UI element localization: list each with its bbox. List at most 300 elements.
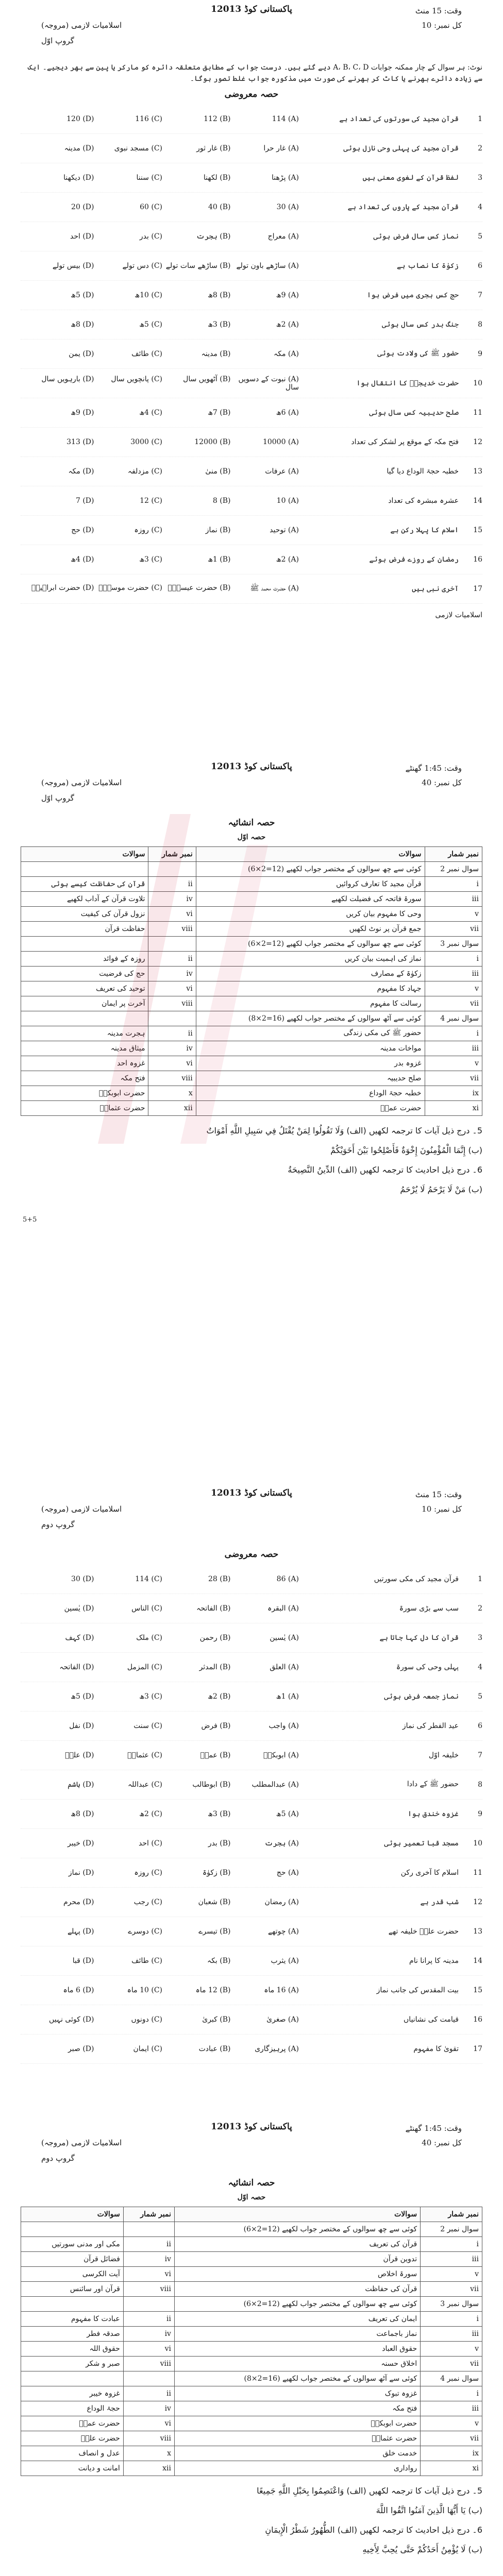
options xyxy=(21,1986,304,1994)
question-text: کوئی سے چھ سوالوں کے مختصر جواب لکھیے (12=2×6) xyxy=(174,2297,420,2312)
option[interactable]: (C) 12 xyxy=(140,497,162,505)
question-text: غزوہ بدر xyxy=(196,1056,425,1071)
option[interactable]: (B) ابوطالب xyxy=(192,1781,231,1789)
question-text: آیت الکرسی xyxy=(21,2267,124,2282)
options xyxy=(21,174,304,182)
option[interactable]: (C) سننا xyxy=(136,174,162,182)
option[interactable]: (C) ایمان xyxy=(133,2045,162,2053)
option[interactable]: (A) حضرت محمد ﷺ xyxy=(250,584,299,592)
option[interactable]: (A) 2ھ xyxy=(276,555,299,564)
option[interactable]: (B) رحمن xyxy=(199,1634,231,1642)
option[interactable]: (C) الناس xyxy=(131,1604,162,1613)
mcq-row xyxy=(21,457,482,486)
row-number: iv xyxy=(123,2327,174,2342)
option[interactable]: (B) 3ھ xyxy=(208,320,231,329)
page-subjective-1 xyxy=(0,757,503,1200)
time: وقت: 1:45 گھنٹے xyxy=(405,764,462,773)
question-text: حضرت عثمانؓ xyxy=(21,1101,148,1116)
option[interactable]: (B) بدر xyxy=(208,1839,231,1848)
long-question: (ب) لَا يُؤْمِنُ أَحَدُكُمْ حَتَّى يُحِبَّ لِأَخِيهِ xyxy=(362,2545,482,2554)
option[interactable]: (C) عبداللہ xyxy=(127,1781,162,1789)
option[interactable]: (B) 3ھ xyxy=(208,1810,231,1818)
mcq-row xyxy=(21,1800,482,1829)
mcq-row xyxy=(21,1565,482,1594)
row-number: iv xyxy=(148,892,196,907)
question-text: قرآن کی حفاظت کیسے ہوئی xyxy=(21,877,148,892)
option[interactable]: (A) 10000 xyxy=(262,438,299,446)
options xyxy=(21,1781,304,1789)
option[interactable]: (C) دس تولے xyxy=(122,262,162,270)
mcq-row xyxy=(21,1917,482,1946)
question-text: مکی اور مدنی سورتیں xyxy=(21,2237,124,2252)
question-text: حضرت خدیجہؓ کا انتقال ہوا xyxy=(356,379,459,387)
mcq-row xyxy=(21,1623,482,1653)
option[interactable]: (D) مدینہ xyxy=(64,144,94,152)
option[interactable]: (C) حضرت موسیٰؑ xyxy=(98,584,162,592)
question-text: سورۃ اخلاص xyxy=(174,2267,420,2282)
question-text: مسجد قبا تعمیر ہوئی xyxy=(384,1839,459,1848)
option[interactable]: (C) طائف xyxy=(131,350,162,358)
option[interactable]: (A) 114 xyxy=(272,115,299,123)
option[interactable]: (C) ملک xyxy=(136,1634,162,1642)
option[interactable]: (B) مدینہ xyxy=(201,350,231,358)
row-number: viii xyxy=(148,922,196,937)
question-number: 8 xyxy=(478,1781,482,1789)
option[interactable]: (C) دوسرے xyxy=(128,1927,162,1936)
option[interactable]: (D) صبر xyxy=(68,2045,94,2053)
mcq-row xyxy=(21,516,482,545)
option[interactable]: (B) فرض xyxy=(201,1722,231,1730)
option[interactable]: (B) ہجرت xyxy=(196,232,231,241)
question-text: نزول قرآن کی کیفیت xyxy=(21,907,148,922)
question-number: 10 xyxy=(473,1839,482,1848)
option[interactable]: (D) الفاتحہ xyxy=(59,1663,94,1671)
question-text: اسلام کا پہلا رکن ہے xyxy=(390,526,459,534)
option[interactable]: (A) 30 xyxy=(276,203,299,211)
option[interactable]: (B) 8 xyxy=(212,497,231,505)
option[interactable]: (A) 1ھ xyxy=(276,1692,299,1701)
table-row xyxy=(21,1071,482,1086)
question-number: 7 xyxy=(478,291,482,299)
mcq-row xyxy=(21,310,482,340)
question-number: 2 xyxy=(478,1604,482,1613)
option[interactable]: (B) الفاتحہ xyxy=(196,1604,231,1613)
option[interactable]: (D) مکہ xyxy=(68,467,94,476)
table-row xyxy=(21,2327,482,2342)
option[interactable]: (D) حضرت ابراہیمؑ xyxy=(31,584,94,592)
option[interactable]: (D) 8ھ xyxy=(71,320,94,329)
long-question: (ب) إِنَّمَا الْمُؤْمِنُونَ إِخْوَةٌ فَأَصْلِحُوا بَيْنَ أَخَوَيْكُمْ xyxy=(330,1145,482,1155)
option[interactable]: (A) 16 ماہ xyxy=(264,1986,299,1994)
row-number: vi xyxy=(148,1056,196,1071)
option[interactable]: (B) 28 xyxy=(208,1575,231,1583)
options xyxy=(21,320,304,329)
option[interactable]: (B) آٹھویں سال xyxy=(183,375,231,383)
question-text: جنگ بدر کس سال ہوئی xyxy=(381,320,459,329)
option[interactable]: (C) طائف xyxy=(131,1957,162,1965)
mcq-list xyxy=(21,105,482,604)
question-text: مدینہ کا پرانا نام xyxy=(409,1957,459,1965)
option[interactable]: (D) کہف xyxy=(65,1634,94,1642)
question-number: 16 xyxy=(473,2015,482,2024)
option[interactable]: (A) 6ھ xyxy=(276,409,299,417)
options xyxy=(21,232,304,241)
option[interactable]: (D) دیکھنا xyxy=(63,174,94,182)
option[interactable]: (A) پرہیزگاری xyxy=(255,2045,299,2053)
option[interactable]: (D) 8ھ xyxy=(71,1810,94,1818)
row-number xyxy=(123,2371,174,2386)
option[interactable]: (B) کبریٰ xyxy=(202,2015,231,2024)
mcq-row xyxy=(21,428,482,457)
table-row xyxy=(21,1101,482,1116)
question-number: 11 xyxy=(473,1869,482,1877)
option[interactable]: (C) بدر xyxy=(139,232,162,241)
short-questions-table xyxy=(21,2207,482,2476)
question-text: جہاد کا مفہوم xyxy=(196,981,425,996)
row-number: vi xyxy=(148,981,196,996)
option[interactable]: (B) نماز xyxy=(205,526,231,534)
col-num: نمبر شمار xyxy=(148,847,196,862)
option[interactable]: (B) المدثر xyxy=(199,1663,231,1671)
option[interactable]: (B) شعبان xyxy=(198,1898,231,1906)
long-question: 6۔ درج ذیل احادیث کا ترجمہ لکھیں (الف) الطُّهُورُ شَطْرُ الْإِيمَانِ xyxy=(265,2525,482,2535)
question-text: صدقہ فطر xyxy=(21,2327,124,2342)
row-number: vii xyxy=(425,996,482,1011)
row-number: vi xyxy=(123,2342,174,2357)
row-number: vii xyxy=(421,2357,482,2371)
question-number: 1 xyxy=(478,115,482,123)
row-number: vii xyxy=(425,1071,482,1086)
row-number: v xyxy=(421,2267,482,2282)
question-text: خدمت خلق xyxy=(174,2446,420,2461)
question-text: فتح مکہ xyxy=(174,2401,420,2416)
option[interactable]: (B) بکہ xyxy=(207,1957,231,1965)
option[interactable]: (C) 10 ماہ xyxy=(127,1986,162,1994)
question-text: تدوین قرآن xyxy=(174,2252,420,2267)
option[interactable]: (C) 4ھ xyxy=(139,409,162,417)
mcq-row xyxy=(21,251,482,281)
option[interactable]: (A) 9ھ xyxy=(276,291,299,299)
question-text: صلح حدیبیہ xyxy=(196,1071,425,1086)
option[interactable]: (C) مزدلفہ xyxy=(127,467,162,476)
row-number: سوال نمبر 2 xyxy=(425,862,482,877)
page-subjective-2 xyxy=(0,2117,503,2561)
row-number: x xyxy=(123,2446,174,2461)
question-number: 15 xyxy=(473,526,482,534)
option[interactable]: (C) 2ھ xyxy=(139,1810,162,1818)
option[interactable]: (C) 10ھ xyxy=(135,291,162,299)
option[interactable]: (C) 114 xyxy=(135,1575,162,1583)
option[interactable]: (D) یٰسین xyxy=(64,1604,94,1613)
paper-header xyxy=(21,2117,482,2174)
option[interactable]: (D) 120 xyxy=(66,115,94,123)
option[interactable]: (C) روزہ xyxy=(134,1869,162,1877)
option[interactable]: (D) نفل xyxy=(69,1722,94,1730)
row-number: v xyxy=(425,1056,482,1071)
option[interactable]: (C) المزمل xyxy=(127,1663,162,1671)
option[interactable]: (D) ہاشم xyxy=(68,1781,94,1789)
option[interactable]: (B) 12 ماہ xyxy=(195,1986,231,1994)
option[interactable]: (A) 86 xyxy=(276,1575,299,1583)
question-text: مواخات مدینہ xyxy=(196,1041,425,1056)
options xyxy=(21,438,304,446)
option[interactable]: (C) 60 xyxy=(140,203,162,211)
paper-code: پاکستانی کوڈ 12013 xyxy=(211,4,292,14)
row-number: سوال نمبر 3 xyxy=(425,937,482,952)
row-number: i xyxy=(421,2237,482,2252)
option[interactable]: (A) ہجرت xyxy=(264,1839,299,1848)
option[interactable]: (D) بارہویں سال xyxy=(41,375,94,383)
question-text: قرآن مجید کی سورتوں کی تعداد ہے xyxy=(339,115,459,123)
option[interactable]: (A) توحید xyxy=(270,526,299,534)
option[interactable]: (D) علیؓ xyxy=(65,1751,94,1759)
option[interactable]: (A) ابوبکرؓ xyxy=(263,1751,299,1759)
group: گروپ اوّل xyxy=(41,793,74,803)
table-row xyxy=(21,2446,482,2461)
table-row xyxy=(21,1026,482,1041)
option[interactable]: (D) پہلے xyxy=(67,1927,94,1936)
question-number: 13 xyxy=(473,1927,482,1936)
option[interactable]: (A) ساڑھے باون تولے xyxy=(236,262,299,270)
row-number: viii xyxy=(148,1071,196,1086)
mcq-row xyxy=(21,574,482,604)
option[interactable]: (B) 2ھ xyxy=(208,1692,231,1701)
option[interactable]: (B) 112 xyxy=(204,115,231,123)
question-text: امانت و دیانت xyxy=(21,2461,124,2476)
option[interactable]: (B) زکوٰۃ xyxy=(202,1869,231,1877)
option[interactable]: (D) 20 xyxy=(71,203,94,211)
option[interactable]: (C) سنت xyxy=(133,1722,162,1730)
table-row xyxy=(21,922,482,937)
option[interactable]: (B) 1ھ xyxy=(208,555,231,564)
option[interactable]: (B) تیسرے xyxy=(198,1927,231,1936)
group: گروپ اوّل xyxy=(41,36,74,45)
question-text: حضرت عمرؓ xyxy=(196,1101,425,1116)
question-text: قرآن مجید کی پہلی وحی نازل ہوئی xyxy=(343,144,459,152)
paper-code: پاکستانی کوڈ 12013 xyxy=(211,2122,292,2132)
mcq-row xyxy=(21,2035,482,2064)
question-number: 16 xyxy=(473,555,482,564)
mcq-row xyxy=(21,486,482,516)
option[interactable]: (A) 10 xyxy=(276,497,299,505)
options xyxy=(21,1722,304,1730)
question-text xyxy=(21,2371,124,2386)
mcq-row xyxy=(21,545,482,574)
option[interactable]: (D) 30 xyxy=(71,1575,94,1583)
col-question: سوالات xyxy=(21,847,148,862)
row-number: ii xyxy=(123,2312,174,2327)
question-number: 11 xyxy=(473,409,482,417)
row-number: iv xyxy=(148,1041,196,1056)
mcq-row xyxy=(21,1829,482,1858)
row-number: vi xyxy=(123,2267,174,2282)
option[interactable]: (B) لکھنا xyxy=(203,174,231,182)
option[interactable]: (D) بیس تولے xyxy=(52,262,94,270)
mcq-row xyxy=(21,193,482,222)
table-row xyxy=(21,2431,482,2446)
total-marks: کل نمبر: 10 xyxy=(422,21,462,30)
row-number: ix xyxy=(421,2446,482,2461)
option[interactable]: (A) 2ھ xyxy=(276,320,299,329)
option[interactable]: (D) 313 xyxy=(66,438,94,446)
option[interactable]: (B) منیٰ xyxy=(205,467,231,476)
option[interactable]: (D) احد xyxy=(70,232,94,241)
question-text: حقوق اللہ xyxy=(21,2342,124,2357)
option[interactable]: (A) پڑھنا xyxy=(272,174,299,182)
row-number: vi xyxy=(123,2416,174,2431)
option[interactable]: (C) عثمانؓ xyxy=(127,1751,162,1759)
col-question: سوالات xyxy=(196,847,425,862)
options xyxy=(21,2015,304,2024)
question-text: ہجرت مدینہ xyxy=(21,1026,148,1041)
option[interactable]: (B) عبادت xyxy=(198,2045,231,2053)
option[interactable]: (C) 116 xyxy=(135,115,162,123)
option[interactable]: (C) 3ھ xyxy=(139,1692,162,1701)
col-question: سوالات xyxy=(21,2207,124,2222)
options xyxy=(21,350,304,358)
option[interactable]: (B) غار ثور xyxy=(196,144,231,152)
option[interactable]: (D) 9ھ xyxy=(71,409,94,417)
option[interactable]: (D) 6 ماہ xyxy=(63,1986,94,1994)
option[interactable]: (A) غار حرا xyxy=(263,144,299,152)
mcq-list xyxy=(21,1565,482,2064)
table-row xyxy=(21,1041,482,1056)
option[interactable]: (A) حج xyxy=(276,1869,299,1877)
row-number: سوال نمبر 2 xyxy=(421,2222,482,2237)
option[interactable]: (C) روزہ xyxy=(134,526,162,534)
question-text: قرآن کی حفاظت xyxy=(174,2282,420,2297)
option[interactable]: (C) 3000 xyxy=(130,438,162,446)
option[interactable]: (A) عرفات xyxy=(265,467,299,476)
question-text: فضائل قرآن xyxy=(21,2252,124,2267)
question-text: رمضان کے روزے فرض ہوئے xyxy=(369,555,459,564)
question-text: تلاوت قرآن کے آداب لکھیے xyxy=(21,892,148,907)
options xyxy=(21,1869,304,1877)
long-questions xyxy=(21,1122,482,1198)
paper-code: پاکستانی کوڈ 12013 xyxy=(211,761,292,772)
option[interactable]: (A) عبدالمطلب xyxy=(252,1781,299,1789)
question-text: حضرت ابوبکرؓ xyxy=(174,2416,420,2431)
row-number: v xyxy=(421,2416,482,2431)
option[interactable]: (C) 5ھ xyxy=(139,320,162,329)
question-number: 12 xyxy=(473,438,482,446)
option[interactable]: (C) 3ھ xyxy=(139,555,162,564)
row-number: ii xyxy=(148,1026,196,1041)
question-text: حضور ﷺ کے دادا xyxy=(407,1780,459,1788)
question-text: قرآن مجید کا تعارف کروائیں xyxy=(196,877,425,892)
option[interactable]: (B) 40 xyxy=(208,203,231,211)
option[interactable]: (A) نبوت کے دسویں سال xyxy=(238,375,299,392)
option[interactable]: (D) کوئی نہیں xyxy=(48,2015,94,2024)
option[interactable]: (D) نماز xyxy=(68,1869,94,1877)
paper-header xyxy=(21,1484,482,1546)
option[interactable]: (A) واجب xyxy=(269,1722,299,1730)
option[interactable]: (B) عمرؓ xyxy=(200,1751,231,1759)
option[interactable]: (B) 7ھ xyxy=(208,409,231,417)
row-number xyxy=(148,937,196,952)
row-number: v xyxy=(425,907,482,922)
options xyxy=(21,1663,304,1671)
row-number: x xyxy=(148,1086,196,1101)
question-number: 4 xyxy=(478,1663,482,1671)
question-number: 5 xyxy=(478,232,482,241)
option[interactable]: (B) ساڑھے سات تولے xyxy=(165,262,231,270)
question-number: 17 xyxy=(473,2045,482,2053)
objective-title: حصہ معروضی xyxy=(224,89,279,99)
question-text: عدل و انصاف xyxy=(21,2446,124,2461)
option[interactable]: (D) 7 xyxy=(75,497,94,505)
option[interactable]: (A) صغریٰ xyxy=(266,2015,299,2024)
question-text: خلیفہ اوّل xyxy=(428,1751,459,1759)
option[interactable]: (C) پانچویں سال xyxy=(111,375,162,383)
option[interactable]: (D) 5ھ xyxy=(71,291,94,299)
option[interactable]: (B) 12000 xyxy=(194,438,231,446)
option[interactable]: (A) یٰسین xyxy=(270,1634,299,1642)
question-text: فتح مکہ کے موقع پر لشکر کی تعداد xyxy=(351,438,459,446)
option[interactable]: (A) معراج xyxy=(267,232,299,241)
col-num: نمبر شمار xyxy=(123,2207,174,2222)
option[interactable]: (C) مسجد نبوی xyxy=(114,144,162,152)
mcq-row xyxy=(21,1888,482,1917)
option[interactable]: (A) مکہ xyxy=(274,350,299,358)
option[interactable]: (A) العلق xyxy=(270,1663,299,1671)
option[interactable]: (C) احد xyxy=(139,1839,162,1848)
row-number: i xyxy=(425,952,482,967)
question-text: غزوہ خندق ہوا xyxy=(407,1810,459,1818)
question-text: لفظ قرآن کے لغوی معنی ہیں xyxy=(362,174,459,182)
col-num: نمبر شمار xyxy=(421,2207,482,2222)
question-text: اخلاق حسنہ xyxy=(174,2357,420,2371)
table-row xyxy=(21,877,482,892)
options xyxy=(21,1839,304,1848)
question-text: حقوق العباد xyxy=(174,2342,420,2357)
option[interactable]: (A) البقرہ xyxy=(267,1604,299,1613)
table-row xyxy=(21,2342,482,2357)
option[interactable]: (D) قبا xyxy=(72,1957,94,1965)
question-number: 13 xyxy=(473,467,482,476)
question-text: غزوہ احد xyxy=(21,1056,148,1071)
option[interactable]: (D) خیبر xyxy=(68,1839,94,1848)
option[interactable]: (B) حضرت عیسیٰؑ xyxy=(167,584,231,592)
total-marks: کل نمبر: 40 xyxy=(422,2138,462,2147)
mcq-row xyxy=(21,1594,482,1623)
option[interactable]: (A) رمضان xyxy=(264,1898,299,1906)
option[interactable]: (D) حج xyxy=(71,526,94,534)
option[interactable]: (A) چوتھے xyxy=(268,1927,299,1936)
option[interactable]: (D) محرم xyxy=(63,1898,94,1906)
option[interactable]: (A) 5ھ xyxy=(276,1810,299,1818)
question-text: غزوہ خیبر xyxy=(21,2386,124,2401)
option[interactable]: (B) 8ھ xyxy=(208,291,231,299)
question-text: کوئی سے چھ سوالوں کے مختصر جواب لکھیے (12=2×6) xyxy=(174,2222,420,2237)
option[interactable]: (A) یثرب xyxy=(271,1957,299,1965)
question-number: 3 xyxy=(478,174,482,182)
option[interactable]: (C) دونوں xyxy=(131,2015,162,2024)
option[interactable]: (C) رجب xyxy=(133,1898,162,1906)
question-text: پہلی وحی کی سورۃ xyxy=(396,1663,459,1671)
question-number: 8 xyxy=(478,320,482,329)
option[interactable]: (D) یمن xyxy=(69,350,94,358)
long-question: 5۔ درج ذیل آیات کا ترجمہ لکھیں (الف) وَاعْتَصِمُوا بِحَبْلِ اللَّهِ جَمِيعًا xyxy=(257,2486,482,2496)
question-text: حضرت عمرؓ xyxy=(21,2416,124,2431)
time: وقت: 15 منٹ xyxy=(415,6,462,15)
option[interactable]: (D) 5ھ xyxy=(71,1692,94,1701)
option[interactable]: (D) 4ھ xyxy=(71,555,94,564)
row-number: i xyxy=(425,877,482,892)
options xyxy=(21,1575,304,1583)
col-question: سوالات xyxy=(174,2207,420,2222)
question-text: حج کی فرضیت xyxy=(21,967,148,981)
